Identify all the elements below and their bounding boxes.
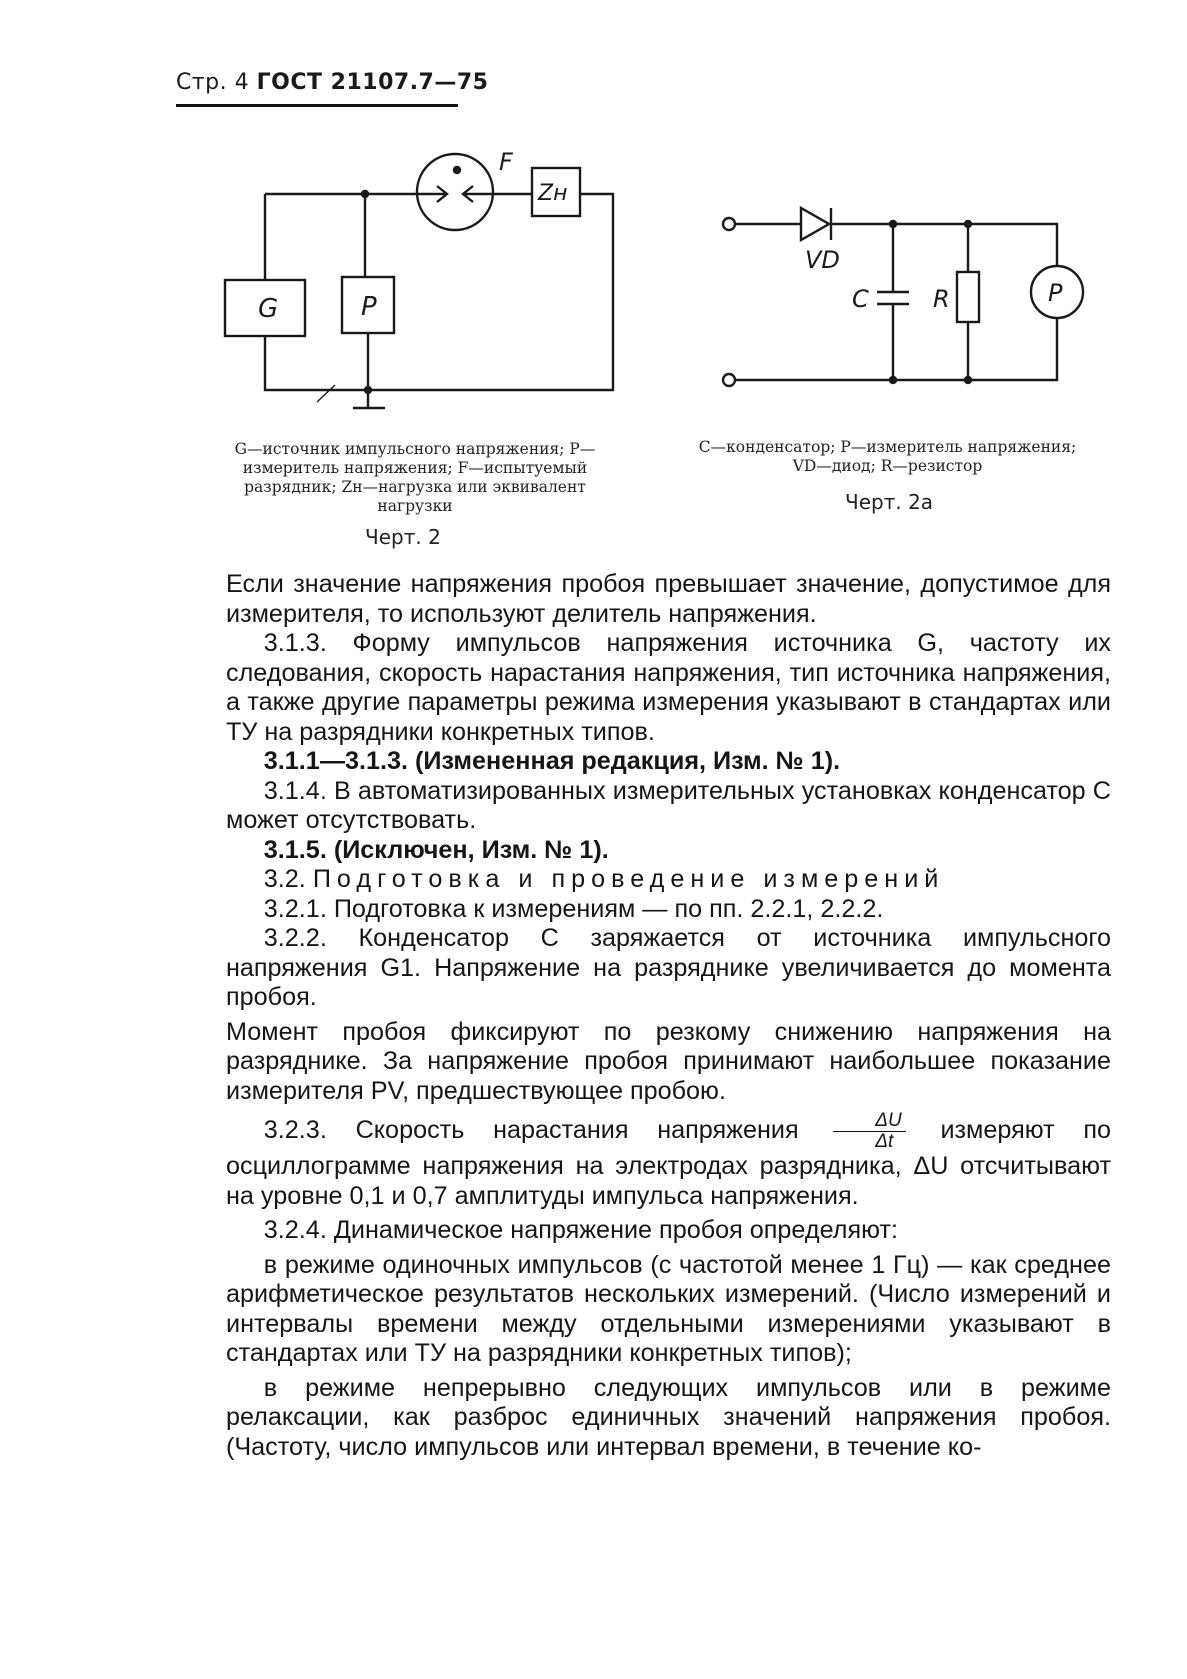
fraction-du-dt: $\frac{\Delta U}{\Delta t}$ bbox=[833, 1111, 905, 1152]
standard-code: ГОСТ 21107.7—75 bbox=[256, 70, 489, 95]
figure-2a-caption: C—конденсатор; P—измеритель напряжения; VD—диод; R—резистор bbox=[698, 438, 1077, 475]
header-rule bbox=[176, 104, 458, 107]
figure-2-diagram bbox=[205, 140, 625, 440]
body-text bbox=[226, 570, 1111, 1462]
paragraph-3-1-4: 3.1.4. В автоматизированных измерительных установках конденсатор C может отсутствовать. bbox=[226, 776, 1111, 834]
page-header bbox=[176, 70, 488, 95]
page-number: Стр. 4 bbox=[176, 70, 250, 95]
paragraph-3-2-1: 3.2.1. Подготовка к измерениям — по пп. 2.2.1, 2.2.2. bbox=[263, 894, 884, 923]
paragraph-breakdown-moment: Момент пробоя фиксируют по резкому снижению напряжения на разряднике. За напряжение пробоя принимают наибольшее показание измерителя PV, предшествующее пробою. bbox=[226, 1017, 1111, 1105]
fig2a-label-vd: VD bbox=[805, 246, 840, 274]
paragraph-3-2-2: 3.2.2. Конденсатор C заряжается от источника импульсного напряжения G1. Напряжение на разряднике увеличивается до момента пробоя. bbox=[226, 924, 1111, 1011]
fig2-label-f: F bbox=[499, 148, 513, 176]
figure-2-title: Черт. 2 bbox=[365, 525, 441, 549]
section-3-2-heading: 3.2. Подготовка и проведение измерений bbox=[263, 865, 945, 893]
fig2a-label-c: C bbox=[852, 285, 869, 313]
figure-2a-diagram bbox=[705, 190, 1105, 410]
figure-2-caption: G—источник импульсного напряжения; P—измеритель напряжения; F—испытуемый разрядник; Zн—нагрузка или эквивалент нагрузки bbox=[234, 440, 596, 515]
fig2a-label-r: R bbox=[933, 285, 950, 313]
paragraph-3-2-4: 3.2.4. Динамическое напряжение пробоя определяют: bbox=[263, 1216, 898, 1244]
paragraph-continuous-mode: в режиме непрерывно следующих импульсов или в режиме релаксации, как разброс единичных значений напряжения пробоя. (Частоту, число импульсов или интервал времени, в течение ко- bbox=[226, 1373, 1111, 1461]
paragraph-3-1-5: 3.1.5. (Исключен, Изм. № 1). bbox=[263, 835, 609, 864]
paragraph-3-1-3: 3.1.3. Форму импульсов напряжения источника G, частоту их следования, скорость нарастания напряжения, тип источника напряжения, а также другие параметры режима измерения указывают в стандартах или ТУ на разрядники конкретных типов. bbox=[226, 629, 1111, 746]
fig2-label-p: P bbox=[361, 292, 377, 322]
paragraph-1: Если значение напряжения пробоя превышает значение, допустимое для измерителя, то используют делитель напряжения. bbox=[226, 570, 1111, 628]
paragraph-amendment-1: 3.1.1—3.1.3. (Измененная редакция, Изм. № 1). bbox=[263, 747, 841, 775]
paragraph-single-pulse-mode: в режиме одиночных импульсов (с частотой менее 1 Гц) — как среднее арифметическое результатов нескольких измерений. (Число измерений и интервалы времени между отдельными измерениями указывают в стандартах или ТУ на разрядники конкретных типов); bbox=[226, 1250, 1111, 1367]
figure-2a-title: Черт. 2а bbox=[845, 490, 934, 514]
fig2a-label-p: P bbox=[1048, 279, 1063, 307]
paragraph-3-2-3: 3.2.3. Скорость нарастания напряжения $\frac{\Delta U}{\Delta t}$ измеряют по осциллограмме напряжения на электродах разрядника, ΔU отсчитывают на уровне 0,1 и 0,7 амплитуды импульса напряжения. bbox=[226, 1110, 1112, 1210]
fig2-label-zn: Zн bbox=[538, 181, 568, 206]
fig2-label-g: G bbox=[258, 294, 279, 324]
